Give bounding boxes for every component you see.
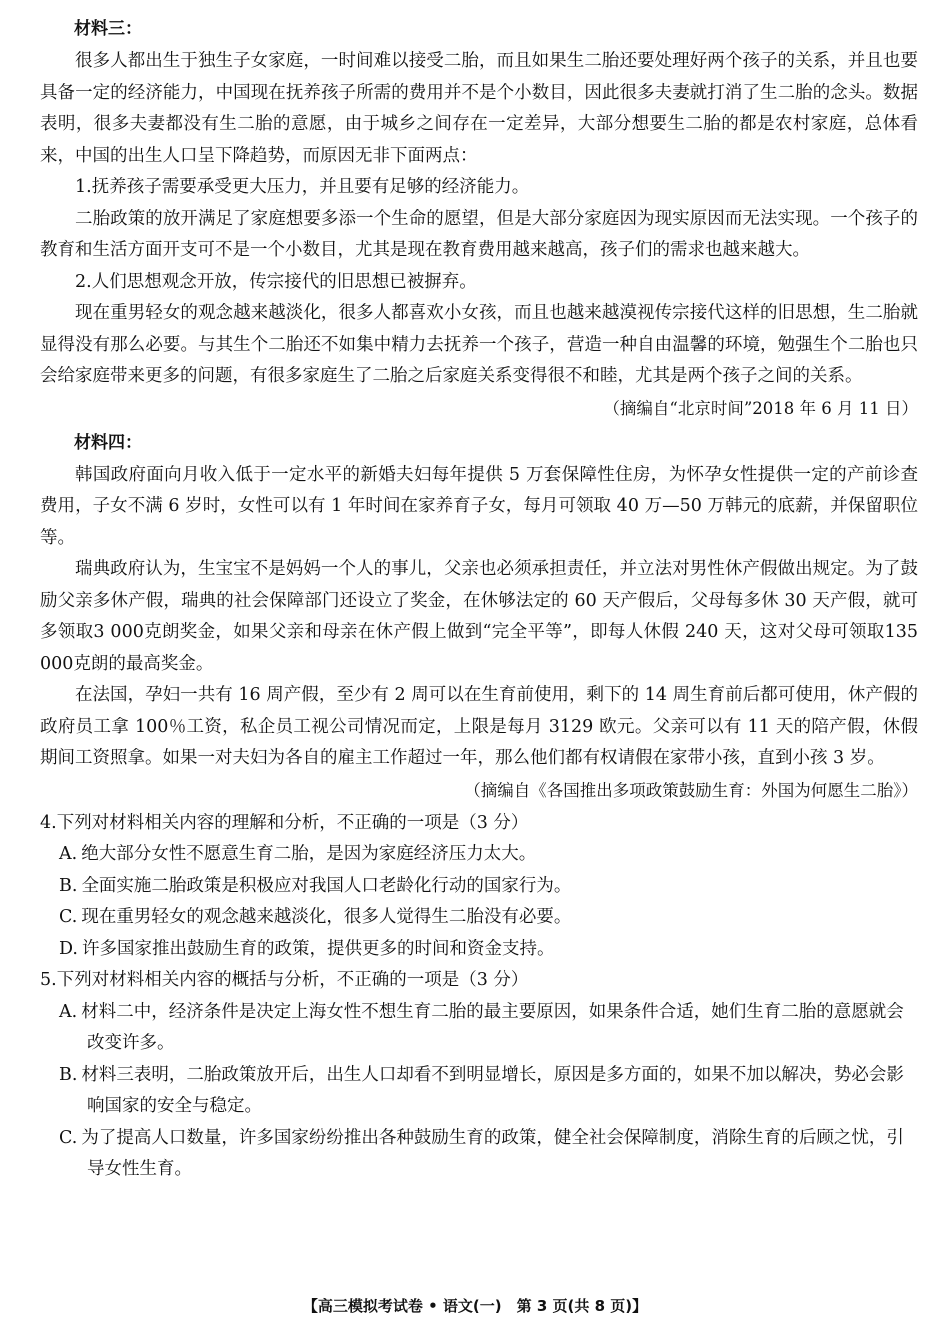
- option-d: [40, 934, 918, 966]
- option-text: 为了提高人口数量，许多国家纷纷推出各种鼓励生育的政策，健全社会保障制度，消除生育的后顾之忧，引导女性生育。: [81, 1127, 904, 1179]
- option-letter: A.: [59, 1001, 78, 1022]
- option-letter: C.: [59, 1127, 78, 1148]
- material-3-paragraph: 很多人都出生于独生子女家庭，一时间难以接受二胎，而且如果生二胎还要处理好两个孩子的关系，并且也要具备一定的经济能力，中国现在抚养孩子所需的费用并不是个小数目，因此很多夫妻就打消了生二胎的念头。数据表明，很多夫妻都没有生二胎的意愿，由于城乡之间存在一定差异，大部分想要生二胎的都是农村家庭，总体看来，中国的出生人口呈下降趋势，而原因无非下面两点：: [40, 51, 918, 166]
- option-c: [40, 1123, 918, 1186]
- material-3-point-2: 2.人们思想观念开放，传宗接代的旧思想已被摒弃。: [75, 271, 477, 292]
- material-4-source: （摘编自《各国推出多项政策鼓励生育：外国为何愿生二胎》）: [464, 780, 918, 800]
- option-letter: B.: [59, 1064, 78, 1085]
- material-3-heading: 材料三：: [74, 19, 142, 39]
- option-text: 绝大部分女性不愿意生育二胎，是因为家庭经济压力太大。: [81, 844, 537, 864]
- option-b: [40, 1060, 918, 1123]
- option-text: 材料二中，经济条件是决定上海女性不想生育二胎的最主要原因，如果条件合适，她们生育二胎的意愿就会改变许多。: [81, 1001, 904, 1053]
- option-letter: C.: [59, 907, 78, 927]
- option-b: [40, 871, 918, 903]
- option-text: 全面实施二胎政策是积极应对我国人口老龄化行动的国家行为。: [81, 875, 572, 896]
- material-3-paragraph: 现在重男轻女的观念越来越淡化，很多人都喜欢小女孩，而且也越来越漠视传宗接代这样的旧思想，生二胎就显得没有那么必要。与其生个二胎还不如集中精力去抚养一个孩子，营造一种自由温馨的环境，勉强生个二胎也只会给家庭带来更多的问题，有很多家庭生了二胎之后家庭关系变得很不和睦，尤其是两个孩子之间的关系。: [40, 303, 918, 386]
- material-3-source: （摘编自“北京时间”2018 年 6 月 11 日）: [603, 398, 918, 418]
- material-3-point-1: 1.抚养孩子需要承受更大压力，并且要有足够的经济能力。: [75, 177, 530, 197]
- option-c: [40, 902, 918, 934]
- page-footer: 【高三模拟考试卷 • 语文(一) 第 3 页(共 8 页)】: [302, 1297, 648, 1315]
- option-letter: D.: [59, 938, 78, 959]
- question-5: [40, 965, 918, 1186]
- option-text: 许多国家推出鼓励生育的政策，提供更多的时间和资金支持。: [81, 938, 555, 959]
- material-4-heading: 材料四：: [74, 432, 142, 453]
- question-stem: 5.下列对材料相关内容的概括与分析，不正确的一项是（3 分）: [40, 970, 529, 990]
- question-4: [40, 808, 918, 966]
- material-4-paragraph-korea: 韩国政府面向月收入低于一定水平的新婚夫妇每年提供 5 万套保障性住房，为怀孕女性提供一定的产前诊查费用，子女不满 6 岁时，女性可以有 1 年时间在家养育子女，每月可领取 40 万—50 万韩元的底薪，并保留职位等。: [40, 464, 918, 548]
- option-text: 材料三表明，二胎政策放开后，出生人口却看不到明显增长，原因是多方面的，如果不加以解决，势必会影响国家的安全与稳定。: [81, 1064, 904, 1116]
- material-4-paragraph-france: 在法国，孕妇一共有 16 周产假，至少有 2 周可以在生育前使用，剩下的 14 周生育前后都可使用，休产假的政府员工拿 100％工资，私企员工视公司情况而定，上限是每月 3129 欧元。父亲可以有 11 天的陪产假，休假期间工资照拿。如果一对夫妇为各自的雇主工作超过一年，那么他们都有权请假在家带小孩，直到小孩 3 岁。: [40, 685, 918, 768]
- material-4-paragraph-sweden: 瑞典政府认为，生宝宝不是妈妈一个人的事儿，父亲也必须承担责任，并立法对男性休产假做出规定。为了鼓励父亲多休产假，瑞典的社会保障部门还设立了奖金，在休够法定的 60 天产假后，父母每多休 30 天产假，就可多领取3 000克朗奖金，如果父亲和母亲在休产假上做到“完全平等”，即每人休假 240 天，这对父母可领取135 000克朗的最高奖金。: [40, 559, 918, 674]
- option-text: 现在重男轻女的观念越来越淡化，很多人觉得生二胎没有必要。: [81, 907, 572, 927]
- option-a: [40, 997, 918, 1060]
- option-letter: B.: [59, 875, 78, 896]
- option-letter: A.: [59, 844, 78, 864]
- question-stem: 4.下列对材料相关内容的理解和分析，不正确的一项是（3 分）: [40, 812, 529, 833]
- material-3-paragraph: 二胎政策的放开满足了家庭想要多添一个生命的愿望，但是大部分家庭因为现实原因而无法实现。一个孩子的教育和生活方面开支可不是一个小数目，尤其是现在教育费用越来越高，孩子们的需求也越来越大。: [40, 208, 918, 260]
- option-a: [40, 839, 918, 871]
